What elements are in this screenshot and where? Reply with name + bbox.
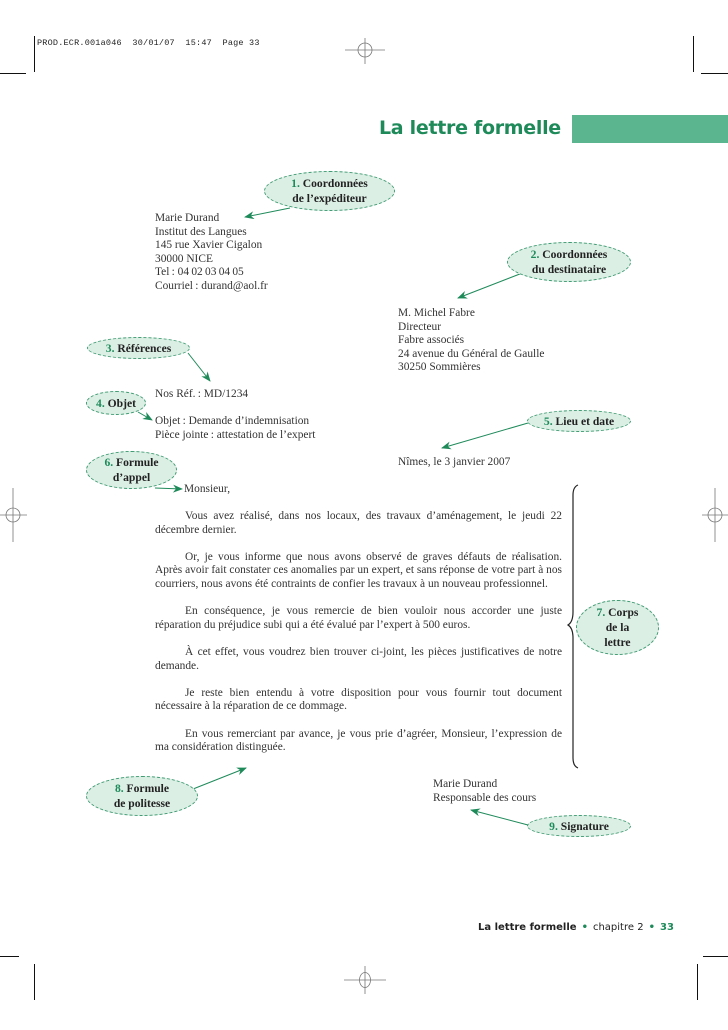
recipient-line: M. Michel Fabre (398, 307, 475, 319)
page-footer (478, 922, 674, 933)
recipient-line: Directeur (398, 320, 442, 333)
subject-block (155, 415, 315, 442)
body-paragraph: Je reste bien entendu à votre disposition pour vous fournir tout document nécessaire à la réparation de ce dommage. (155, 686, 562, 713)
page-number: 33 (659, 922, 674, 933)
callout-recipient-details: 2. Coordonnées du destinataire (507, 242, 631, 282)
callout-subject: 4. Objet (86, 391, 146, 415)
crop-mark (703, 956, 728, 957)
sender-line: Tel : 04 02 03 04 05 (155, 266, 244, 279)
footer-title: La lettre formelle (478, 922, 577, 933)
body-paragraph: Vous avez réalisé, dans nos locaux, des travaux d’aménagement, le jeudi 22 décembre dernier. (155, 510, 562, 536)
recipient-line: 30250 Sommières (398, 361, 481, 374)
place-date: Nîmes, le 3 janvier 2007 (398, 456, 511, 468)
callout-sender-details: 1. Coordonnées de l’expéditeur (264, 171, 395, 211)
sender-line: Institut des Langues (155, 225, 247, 238)
sender-line: Marie Durand (155, 212, 220, 224)
crop-mark (697, 964, 698, 1000)
sender-address (155, 212, 268, 294)
crop-mark (701, 73, 728, 74)
crop-mark (34, 36, 35, 72)
sender-line: 145 rue Xavier Cigalon (155, 239, 263, 252)
callout-place-date: 5. Lieu et date (527, 410, 631, 432)
callout-salutation: 6. Formule d’appel (86, 451, 177, 489)
crop-mark (0, 73, 26, 74)
signature-block (433, 778, 536, 805)
crop-mark (0, 956, 19, 957)
subject-line: Objet : Demande d’indemnisation (155, 415, 310, 427)
salutation: Monsieur, (184, 483, 231, 495)
footer-chapter: chapitre 2 (592, 922, 644, 933)
sender-line: 30000 NICE (155, 252, 213, 265)
letter-body (155, 510, 562, 768)
sender-line: Courriel : durand@aol.fr (155, 279, 268, 292)
body-paragraph: Or, je vous informe que nous avons observé de graves défauts de réalisation. Après avoir fait constater ces anomalies par un expert, et sans réponse de votre part à nos courriers, nous avons été contraints de confier les travaux à un nouveau professionnel. (155, 550, 562, 590)
recipient-line: Fabre associés (398, 334, 465, 347)
print-slug: PROD.ECR.001a046 30/01/07 15:47 Page 33 (37, 38, 260, 48)
attachment-line: Pièce jointe : attestation de l’expert (155, 428, 316, 441)
crop-mark (34, 964, 35, 1000)
callout-letter-body: 7. Corps de la lettre (576, 600, 659, 655)
crop-mark (693, 36, 694, 72)
recipient-line: 24 avenue du Général de Gaulle (398, 347, 545, 360)
page-title: La lettre formelle (379, 117, 561, 139)
signature-name: Marie Durand (433, 778, 498, 790)
footer-separator: • (581, 922, 588, 933)
signature-role: Responsable des cours (433, 791, 537, 804)
recipient-address (398, 307, 544, 375)
callout-closing-formula: 8. Formule de politesse (86, 776, 198, 816)
body-paragraph: À cet effet, vous voudrez bien trouver ci-joint, les pièces justificatives de notre demande. (155, 645, 562, 672)
body-paragraph: En vous remerciant par avance, je vous prie d’agréer, Monsieur, l’expression de ma considération distinguée. (155, 727, 562, 754)
callout-references: 3. Références (87, 337, 190, 359)
references-line: Nos Réf. : MD/1234 (155, 388, 249, 400)
title-accent-bar (572, 115, 728, 143)
body-paragraph: En conséquence, je vous remercie de bien vouloir nous accorder une juste réparation du préjudice subi qui a été évalué par l’expert à 500 euros. (155, 605, 562, 631)
callout-signature: 9. Signature (527, 815, 631, 837)
footer-separator: • (648, 922, 655, 933)
